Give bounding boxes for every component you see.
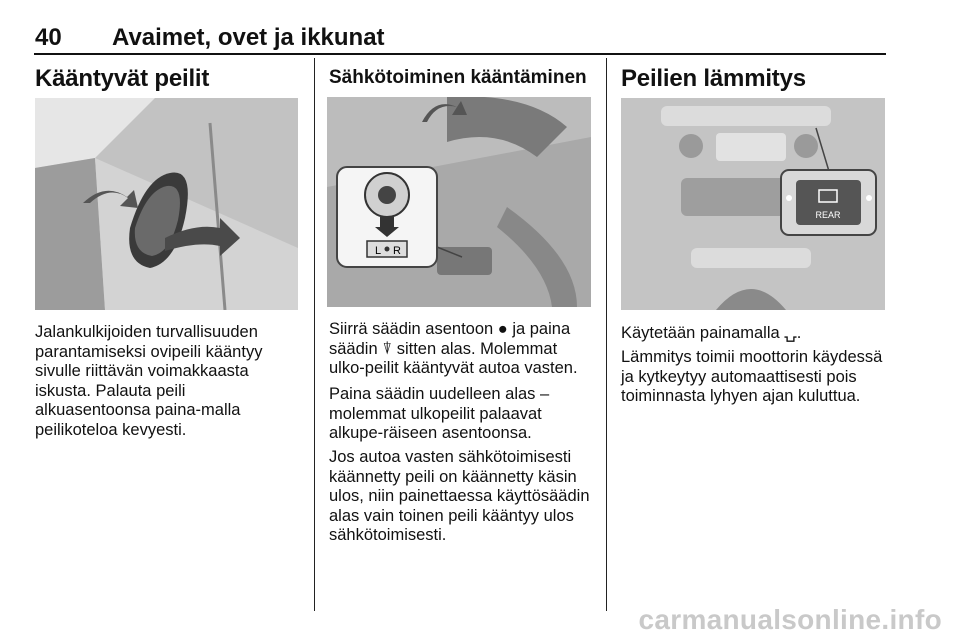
figure-rear-label: REAR (815, 210, 841, 220)
section-heading-mirror-heating: Peilien lämmitys (621, 65, 806, 92)
col3-paragraph-1: Käytetään painamalla ⍽. (621, 324, 802, 342)
chapter-title: Avaimet, ovet ja ikkunat (112, 24, 385, 51)
page-number: 40 (35, 24, 62, 51)
figure-label-r: R (393, 245, 401, 257)
mirror-fold-figure (35, 98, 298, 310)
column-divider-2 (606, 58, 607, 611)
header-rule (34, 53, 886, 55)
section-heading-electric-folding: Sähkötoiminen kääntäminen (329, 67, 587, 88)
section-heading-folding-mirrors: Kääntyvät peilit (35, 65, 210, 92)
col1-paragraph: Jalankulkijoiden turvallisuuden parantamiseksi ovipeili kääntyy sivulle riittävän voimakkaasta iskusta. Palauta peili alkuasentoonsa paina-malla peilikoteloa kevyesti. (35, 323, 263, 439)
col2-paragraph-2: Paina säädin uudelleen alas – molemmat ulkopeilit palaavat alkupe-räiseen asentoonsa. (329, 385, 550, 443)
figure-label-l: L (375, 245, 382, 257)
mirror-heating-figure (621, 98, 885, 310)
col2-paragraph-3: Jos autoa vasten sähkötoimisesti käännetty peili on käännetty käsin ulos, niin painettaessa käyttösäädin alas vain toinen peili kääntyy ulos sähkötoimisesti. (329, 448, 590, 545)
col2-paragraph-1: Siirrä säädin asentoon ● ja paina säädin ⍒ sitten alas. Molemmat ulko-peilit kääntyvät autoa vasten. (329, 320, 578, 378)
column-divider-1 (314, 58, 315, 611)
electric-fold-figure (327, 97, 591, 307)
col3-paragraph-2: Lämmitys toimii moottorin käydessä ja kytkeytyy automaattisesti pois toiminnasta lyhyen ajan kuluttua. (621, 348, 883, 406)
watermark: carmanualsonline.info (638, 604, 942, 635)
